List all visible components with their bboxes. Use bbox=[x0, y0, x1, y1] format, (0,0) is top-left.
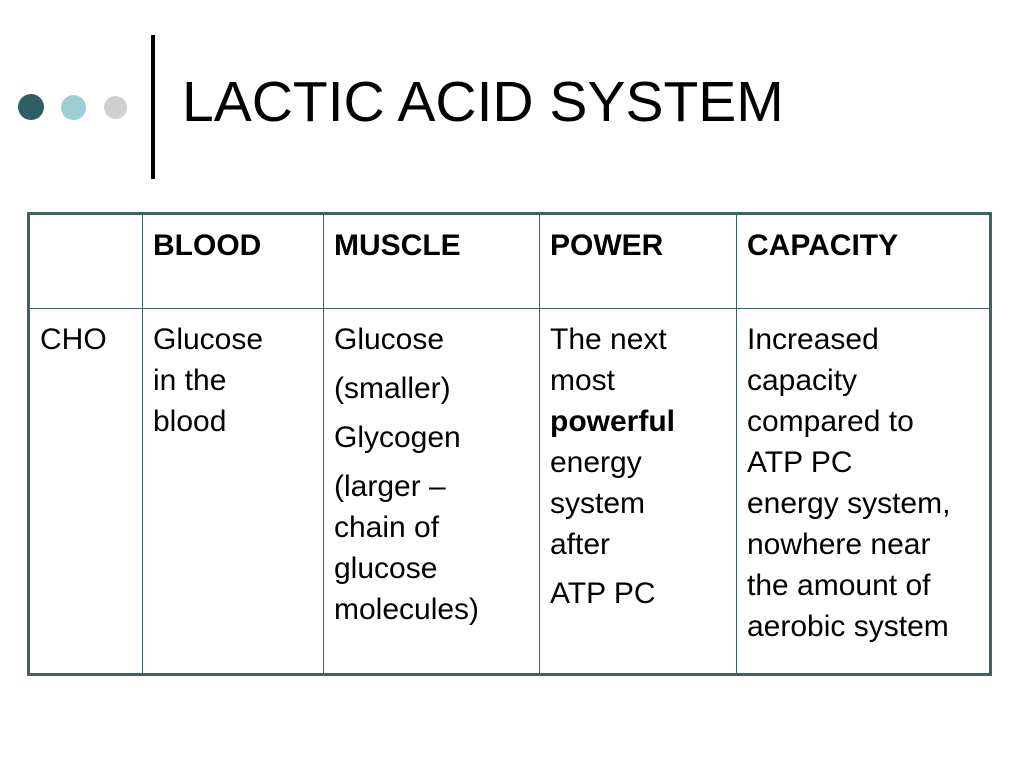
header-empty bbox=[29, 214, 143, 309]
emphasis-text: powerful bbox=[550, 405, 675, 438]
cell-line: (larger – bbox=[334, 470, 446, 503]
cell-line: Glucose bbox=[153, 323, 264, 356]
cell-capacity bbox=[737, 309, 991, 675]
cell-line: The next bbox=[550, 323, 667, 356]
cell-paragraph: Glycogen bbox=[334, 421, 461, 454]
header-muscle: MUSCLE bbox=[324, 214, 540, 309]
cell-paragraph bbox=[550, 319, 726, 565]
cell-paragraph: Glucose bbox=[334, 323, 445, 356]
table-row bbox=[29, 309, 991, 675]
cell-line: energy system, bbox=[747, 487, 951, 520]
cell-paragraph: ATP PC bbox=[550, 577, 656, 610]
cell-line: the amount of bbox=[747, 569, 931, 602]
cell-line: glucose bbox=[334, 552, 438, 585]
cell-muscle bbox=[324, 309, 540, 675]
cell-line: molecules) bbox=[334, 593, 480, 626]
header-capacity: CAPACITY bbox=[737, 214, 991, 309]
cell-line: system bbox=[550, 487, 646, 520]
comparison-table bbox=[27, 212, 992, 676]
bullet-dot-grey bbox=[104, 96, 127, 119]
title-divider bbox=[151, 35, 155, 179]
header-power: POWER bbox=[540, 214, 737, 309]
cell-line: aerobic system bbox=[747, 610, 949, 643]
bullet-dot-dark bbox=[18, 94, 44, 120]
row-label-cho: CHO bbox=[29, 309, 143, 675]
table-header-row bbox=[29, 214, 991, 309]
cell-line: nowhere near bbox=[747, 528, 931, 561]
cell-line: chain of bbox=[334, 511, 440, 544]
cell-line: compared to bbox=[747, 405, 914, 438]
cell-line: in the bbox=[153, 364, 227, 397]
cell-blood bbox=[143, 309, 324, 675]
cell-power bbox=[540, 309, 737, 675]
cell-line: blood bbox=[153, 405, 227, 438]
cell-line: energy bbox=[550, 446, 642, 479]
cell-line: after bbox=[550, 528, 611, 561]
cell-line: most bbox=[550, 364, 616, 397]
cell-line: capacity bbox=[747, 364, 858, 397]
cell-paragraph bbox=[334, 466, 529, 630]
header-blood: BLOOD bbox=[143, 214, 324, 309]
cell-line: Increased bbox=[747, 323, 879, 356]
slide-title: LACTIC ACID SYSTEM bbox=[182, 70, 784, 134]
cell-paragraph: (smaller) bbox=[334, 372, 451, 405]
bullet-dot-light bbox=[61, 95, 86, 120]
cell-line: ATP PC bbox=[747, 446, 853, 479]
